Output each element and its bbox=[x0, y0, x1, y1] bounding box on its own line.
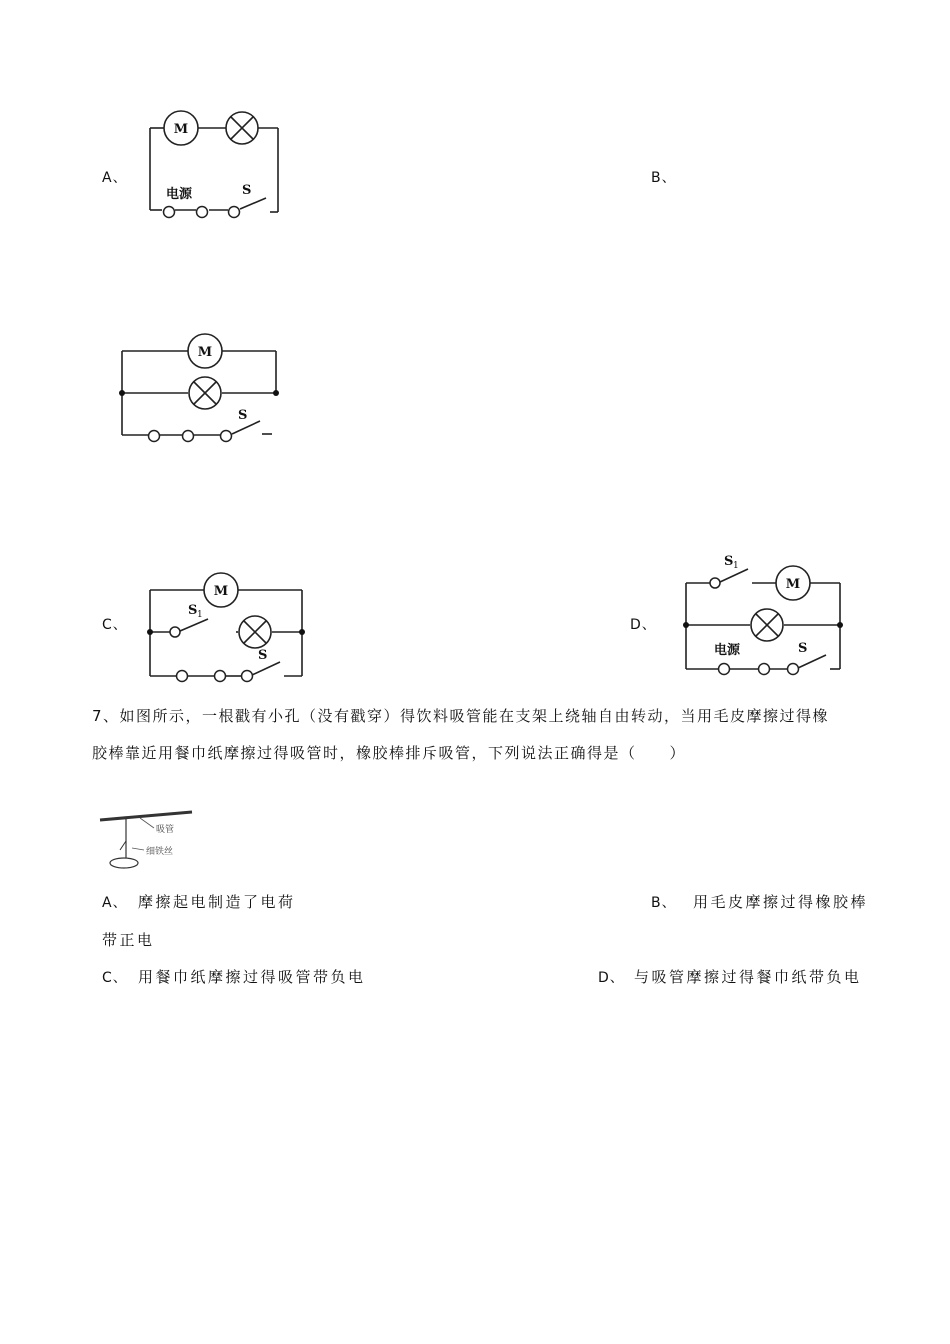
terminal bbox=[788, 664, 799, 675]
lamp-symbol bbox=[751, 609, 783, 641]
terminal bbox=[221, 431, 232, 442]
label-wire: 细铁丝 bbox=[146, 847, 174, 857]
terminal bbox=[177, 671, 188, 682]
circuit-diagram-c bbox=[138, 570, 313, 685]
junction-dot bbox=[273, 390, 279, 396]
question-7-line-2: 胶棒靠近用餐巾纸摩擦过得吸管时，橡胶棒排斥吸管，下列说法正确得是（ ） bbox=[92, 744, 687, 762]
label-straw: 吸管 bbox=[156, 825, 175, 835]
power-label: 电源 bbox=[166, 187, 193, 202]
option-d-label: D、 bbox=[630, 617, 657, 633]
answer-d-text: 与吸管摩擦过得餐巾纸带负电 bbox=[634, 968, 862, 986]
junction-dot bbox=[299, 629, 305, 635]
motor-label: M bbox=[173, 122, 189, 137]
option-a-label: A、 bbox=[102, 170, 128, 186]
lamp-symbol bbox=[189, 377, 221, 409]
switch-label: S bbox=[258, 648, 268, 663]
terminal bbox=[759, 664, 770, 675]
straw bbox=[100, 812, 192, 820]
answer-c-letter: C、 bbox=[102, 970, 128, 986]
switch1-label: S bbox=[724, 554, 734, 569]
switch1-subscript: 1 bbox=[197, 610, 203, 620]
motor-label: M bbox=[785, 577, 801, 592]
circuit-diagram-d bbox=[676, 545, 851, 680]
terminal bbox=[149, 431, 160, 442]
switch-label: S bbox=[242, 183, 252, 198]
terminal bbox=[170, 627, 180, 637]
terminal bbox=[197, 207, 208, 218]
question-7-text bbox=[92, 698, 912, 772]
answer-c-text: 用餐巾纸摩擦过得吸管带负电 bbox=[138, 968, 366, 986]
terminal bbox=[719, 664, 730, 675]
junction-dot bbox=[683, 622, 689, 628]
terminal bbox=[229, 207, 240, 218]
junction-dot bbox=[837, 622, 843, 628]
stand-base bbox=[110, 858, 138, 868]
terminal bbox=[215, 671, 226, 682]
option-b-label: B、 bbox=[651, 170, 677, 186]
answer-b-text: 用毛皮摩擦过得橡胶棒 bbox=[693, 893, 869, 911]
motor-label: M bbox=[213, 584, 229, 599]
motor-label: M bbox=[197, 345, 213, 360]
answer-d-letter: D、 bbox=[598, 970, 625, 986]
lamp-symbol bbox=[239, 616, 271, 648]
option-c-label: C、 bbox=[102, 617, 128, 633]
lamp-symbol bbox=[226, 112, 258, 144]
terminal bbox=[164, 207, 175, 218]
answer-b-text-continued: 带正电 bbox=[102, 931, 155, 949]
power-label: 电源 bbox=[714, 643, 741, 658]
circuit-diagram-a bbox=[140, 106, 285, 221]
answer-a-letter: A、 bbox=[102, 895, 128, 911]
switch1-subscript: 1 bbox=[733, 561, 739, 571]
wire-tip bbox=[120, 841, 126, 850]
straw-figure bbox=[96, 808, 206, 873]
answer-a-text: 摩擦起电制造了电荷 bbox=[138, 893, 296, 911]
terminal bbox=[242, 671, 253, 682]
switch-label: S bbox=[798, 641, 808, 656]
switch-label: S bbox=[238, 408, 248, 423]
switch1-label: S bbox=[188, 603, 198, 618]
question-7-line-1: 7、如图所示，一根戳有小孔（没有戳穿）得饮料吸管能在支架上绕轴自由转动，当用毛皮摩擦过得橡 bbox=[92, 707, 830, 725]
junction-dot bbox=[119, 390, 125, 396]
circuit-diagram-b bbox=[112, 333, 287, 448]
junction-dot bbox=[147, 629, 153, 635]
terminal bbox=[183, 431, 194, 442]
terminal bbox=[710, 578, 720, 588]
answer-b-letter: B、 bbox=[651, 895, 677, 911]
